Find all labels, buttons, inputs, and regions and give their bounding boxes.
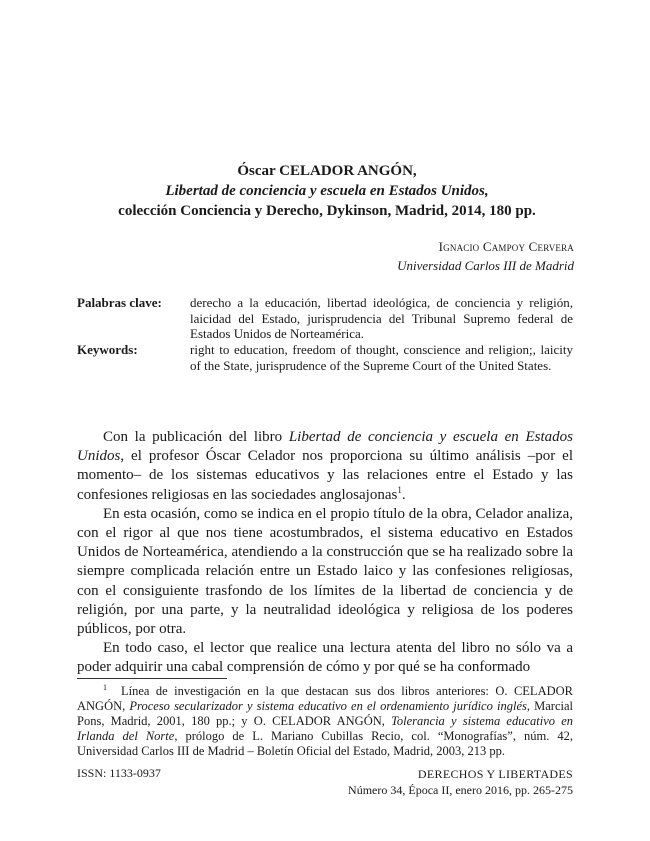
reviewer-institution: Universidad Carlos III de Madrid (397, 258, 574, 273)
review-title (80, 161, 574, 221)
footnote-1 (77, 684, 573, 759)
footnote-text-3: , prólogo de L. Mariano Cubillas Recio, col. “Monografías”, núm. 42, Universidad Carlos III de Madrid – Boletín Oficial del Estado, Madrid, 2003, 213 pp. (77, 729, 573, 758)
p1-book-title: Libertad de conciencia y escuela en Estados Unidos (77, 429, 573, 465)
footer-issue: Número 34, Época II, enero 2016, pp. 265-275 (348, 783, 573, 797)
reviewer-block (397, 237, 574, 275)
footnote-title-1: Proceso secularizador y sistema educativo en el ordenamiento jurídico inglés (129, 699, 527, 713)
footnote-divider (77, 678, 227, 679)
book-author: Óscar CELADOR ANGÓN, (237, 163, 417, 179)
footnote-text-1: Línea de investigación en la que destacan sus dos libros anteriores: O. CELADOR ANGÓN, (77, 684, 573, 713)
book-collection: colección Conciencia y Derecho, Dykinson, Madrid, 2014, 180 pp. (118, 203, 536, 219)
footer-issn: ISSN: 1133-0937 (77, 766, 161, 780)
footer-journal-block (348, 766, 573, 798)
keywords-es-text: derecho a la educación, libertad ideológica, de conciencia y religión, laicidad del Estado, jurisprudencia del Tribunal Supremo federal de Estados Unidos de Norteamérica. (190, 295, 573, 341)
footnote-title-2: Tolerancia y sistema educativo en Irlanda del Norte (77, 714, 573, 743)
p1-text-a: Con la publicación del libro (103, 429, 289, 445)
keywords-en (77, 342, 573, 373)
p1-text-b: , el profesor Óscar Celador nos proporciona su último análisis –por el momento– de los sistemas educativos y las relaciones entre el Estado y las confesiones religiosas en las sociedades anglosajonas (77, 448, 573, 503)
keywords-en-label: Keywords: (77, 342, 138, 357)
footnote-ref-1[interactable]: 1 (397, 484, 402, 495)
keywords-es-label: Palabras clave: (77, 295, 162, 310)
footer-journal: DERECHOS Y LIBERTADES (417, 767, 573, 781)
paragraph-1 (77, 428, 573, 505)
footnote-text-2: , Marcial Pons, Madrid, 2001, 180 pp.; y O. CELADOR ANGÓN, (77, 699, 573, 728)
body-text (77, 428, 573, 678)
reviewer-name: Ignacio Campoy Cervera (438, 239, 574, 254)
footnote-marker: 1 (103, 682, 107, 692)
keywords-es (77, 295, 573, 342)
paragraph-2: En esta ocasión, como se indica en el propio título de la obra, Celador analiza, con el rigor al que nos tiene acostumbrados, el sistema educativo en Estados Unidos de Norteamérica, atendiendo a la construcción que se ha realizado sobre la siempre complicada relación entre un Estado laico y las confesiones religiosas, con el consiguiente trasfondo de los límites de la libertad de conciencia y de religión, por una parte, y la neutralidad ideológica y religiosa de los poderes públicos, por otra. (77, 505, 573, 638)
book-title: Libertad de conciencia y escuela en Estados Unidos, (165, 183, 489, 199)
keywords-en-text: right to education, freedom of thought, conscience and religion;, laicity of the State, jurisprudence of the Supreme Court of the United States. (190, 342, 573, 373)
paragraph-3: En todo caso, el lector que realice una lectura atenta del libro no sólo va a poder adquirir una cabal comprensión de cómo y por qué se ha conformado (77, 640, 573, 676)
p1-text-c: . (401, 486, 406, 503)
